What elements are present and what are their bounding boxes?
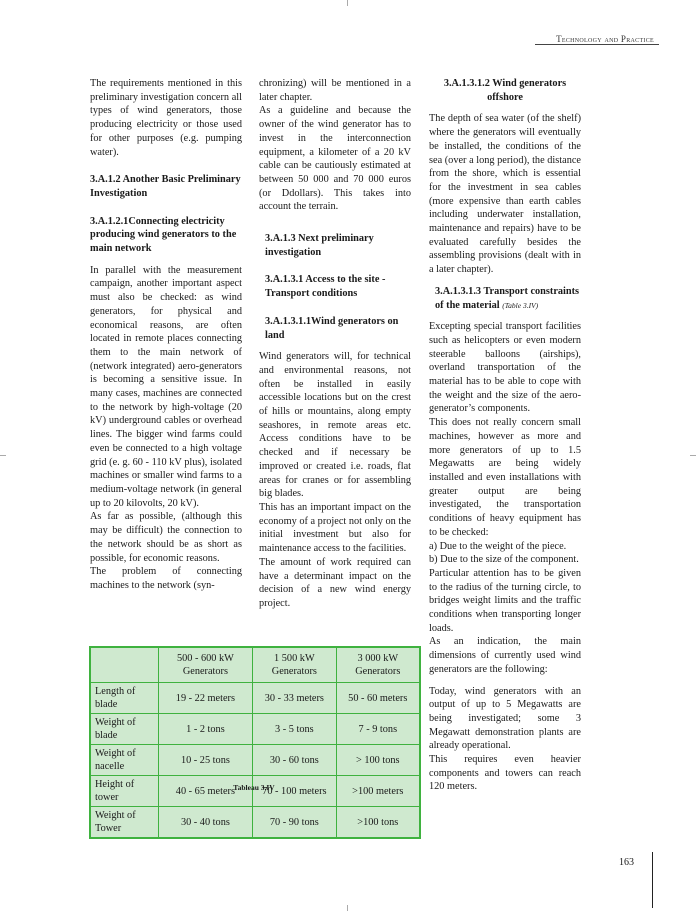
paragraph: The requirements mentioned in this preliminary investigation concern all types of wind generators, those producing electricity or those used for other purposes (e.g. pumping water). (90, 78, 242, 158)
table-cell: 10 - 25 tons (158, 745, 253, 776)
table-cell: >100 tons (336, 807, 419, 838)
paragraph: The depth of sea water (of the shelf) where the generators will eventually be installed, the conditions of the sea (over a long period), the distance from the shore, which is essential for the investment in sea cables (more expensive than earth cables including underwater installation, maintenance and repairs) have to be evaluated carefully besides the assembling provisions (dealt with in a later chapter). (429, 113, 581, 276)
crop-mark (0, 455, 6, 456)
paragraph: Wind generators will, for technical and environmental reasons, not often be installed in easily accessible locations but on the crest of hills or mountains, along empty seashores, in remote areas etc. Access conditions have to be checked and if necessary be improved or created i.e. roads, flat areas for cranes or for assembling big blades. (259, 351, 411, 500)
crop-mark (347, 905, 348, 911)
paragraph: As an indication, the main dimensions of currently used wind generators are the following: (429, 636, 581, 675)
table-row (91, 714, 420, 745)
paragraph: Excepting special transport facilities such as helicopters or even modern steerable balloons (airships), overland transportation of the material has to be able to cope with the weight and the size of the aero-generator’s components. (429, 321, 581, 415)
table-row (91, 745, 420, 776)
table-cell: 30 - 60 tons (253, 745, 336, 776)
table-cell: >100 meters (336, 776, 419, 807)
table-cell: 40 - 65 meters (158, 776, 253, 807)
table-cell: 7 - 9 tons (336, 714, 419, 745)
paragraph: In parallel with the measurement campaign, another important aspect must also be checked: as wind generators, for physical and economical reasons, are often located in remote places connecting them to the main network of (network integrated) aero-generators is becoming a sensitive issue. In many cases, machines are connected to the network by high-voltage (20 kV) underground cables or overhead lines. The bigger wind farms could even be connected to a high voltage grid (e. g. 60 - 110 kV plus), isolated machines or smaller wind farms to a medium-voltage network (in general up to 20 kilovolts, 20 kV). (90, 264, 242, 509)
table-caption: Tableau 3.IV (233, 783, 275, 792)
row-label: Weight of nacelle (91, 745, 159, 776)
table-cell: 30 - 40 tons (158, 807, 253, 838)
table-cell: 19 - 22 meters (158, 683, 253, 714)
section-heading: 3.A.1.3.1 Access to the site - Transport conditions (265, 274, 386, 300)
section-heading: 3.A.1.3 Next preliminary investigation (265, 233, 374, 258)
specs-table (90, 647, 420, 838)
table-cell: 50 - 60 meters (336, 683, 419, 714)
table-header-cell: 1 500 kW Generators (253, 648, 336, 683)
table-cell: 70 - 90 tons (253, 807, 336, 838)
text-column-1 (90, 77, 242, 593)
row-label: Weight of blade (91, 714, 159, 745)
section-heading-text: 3.A.1.3.1.3 Transport constraints of the material (435, 285, 580, 311)
section-heading: 3.A.1.2 Another Basic Preliminary Investigation (90, 174, 241, 199)
table-header-row (91, 648, 420, 683)
paragraph: This has an important impact on the economy of a project not only on the initial investment but also for maintenance access to the facilities. (259, 501, 411, 555)
header-rule (535, 44, 659, 45)
paragraph: This requires even heavier components and towers can reach 120 meters. (429, 754, 581, 793)
paragraph: b) Due to the size of the component. (429, 554, 579, 566)
row-label: Length of blade (91, 683, 159, 714)
footer-rule (652, 852, 653, 908)
section-heading: 3.A.1.3.1.2 Wind generators offshore (443, 78, 567, 103)
table-cell: > 100 tons (336, 745, 419, 776)
paragraph: chronizing) will be mentioned in a later chapter. (259, 78, 411, 103)
paragraph: This does not really concern small machines, however as more and more generators of up to 1.5 Megawatts are being widely installed and even installations with greater output are being investigated, the transportation conditions of heavy equipment has to be checked: (429, 417, 581, 538)
table-header-cell: 500 - 600 kW Generators (158, 648, 253, 683)
generator-dimensions-table (89, 646, 421, 839)
table-reference: (Table 3.IV) (502, 300, 539, 310)
running-head: Technology and Practice (556, 34, 654, 44)
section-heading: 3.A.1.2.1Connecting electricity producing wind generators to the main network (90, 215, 237, 255)
text-column-3 (429, 77, 581, 794)
row-label: Height of tower (91, 776, 159, 807)
crop-mark (347, 0, 348, 6)
section-heading (429, 285, 581, 312)
table-row (91, 683, 420, 714)
table-header-cell: 3 000 kW Generators (336, 648, 419, 683)
table-cell: 3 - 5 tons (253, 714, 336, 745)
section-heading: 3.A.1.3.1.1Wind generators on land (265, 315, 399, 341)
table-cell: 70 - 100 meters (253, 776, 336, 807)
paragraph: Particular attention has to be given to the radius of the turning circle, to bridges weight limits and the traffic conditions when transporting longer loads. (429, 567, 581, 634)
table-header-cell (91, 648, 159, 683)
paragraph: a) Due to the weight of the piece. (429, 540, 567, 552)
text-column-2 (259, 77, 411, 611)
table-row (91, 807, 420, 838)
paragraph: As far as possible, (although this may be difficult) the connection to the network should be as short as possible, for economic reasons. (90, 511, 242, 564)
paragraph: The problem of connecting machines to the network (syn- (90, 566, 242, 591)
row-label: Weight of Tower (91, 807, 159, 838)
paragraph: As a guideline and because the owner of the wind generator has to invest in the interconnection equipment, a kilometer of a 20 kV cable can be cautiously estimated at between 50 000 and 70 000 euros (or Ddollars). This takes into account the terrain. (259, 105, 411, 213)
crop-mark (690, 455, 696, 456)
paragraph: The amount of work required can have a determinant impact on the decision of a new wind energy project. (259, 556, 411, 609)
table-cell: 30 - 33 meters (253, 683, 336, 714)
paragraph: Today, wind generators with an output of up to 5 Megawatts are being investigated; some 3 Megawatt demonstration plants are already operational. (429, 685, 581, 752)
page-number: 163 (619, 857, 634, 868)
table-cell: 1 - 2 tons (158, 714, 253, 745)
